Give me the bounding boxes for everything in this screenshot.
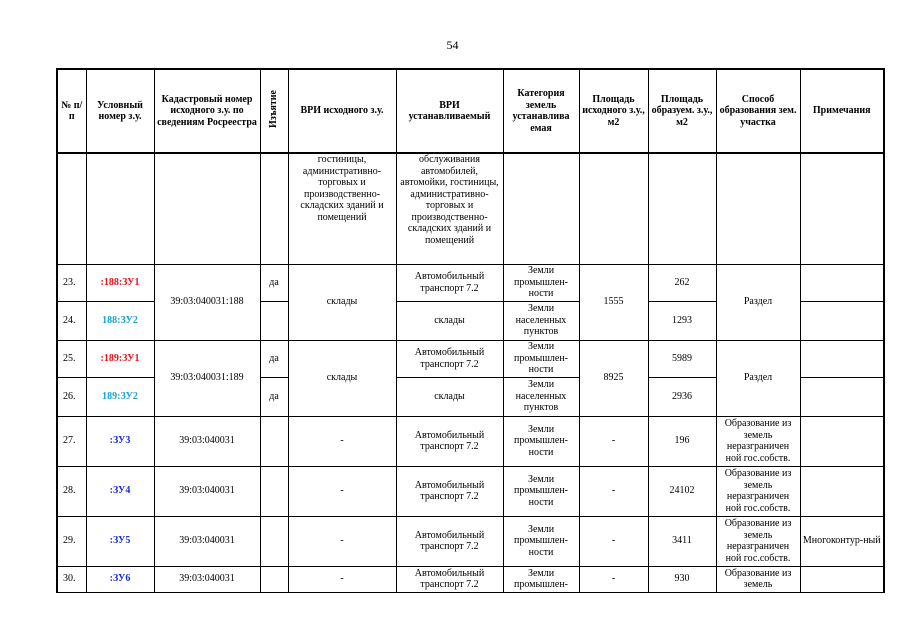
cell-izyat [260, 566, 288, 592]
cell-area-new: 5989 [648, 340, 716, 377]
header-withdrawal [260, 69, 288, 153]
cell-area-new: 262 [648, 264, 716, 301]
cell-category: Земли промышлен- [503, 566, 579, 592]
cell-area-source [579, 153, 648, 264]
cell-izyat [260, 301, 288, 340]
cell-area-new: 930 [648, 566, 716, 592]
cell-area-new: 3411 [648, 516, 716, 566]
header-cadastral-number: Кадастровый номер исходного з.у. по сведениям Росреестра [154, 69, 260, 153]
cell-note [800, 301, 884, 340]
cell-cond: :ЗУ4 [86, 466, 154, 516]
cell-izyat: да [260, 340, 288, 377]
cell-vri-new: Автомобильный транспорт 7.2 [396, 516, 503, 566]
cell-cond [86, 153, 154, 264]
cell-vri-new: склады [396, 377, 503, 416]
cell-vri-new: склады [396, 301, 503, 340]
cell-area-new: 196 [648, 416, 716, 466]
cell-cond: :189:ЗУ1 [86, 340, 154, 377]
cell-cond: :ЗУ5 [86, 516, 154, 566]
cell-category: Земли промышлен-ности [503, 416, 579, 466]
header-formation-method: Способ образования зем. участка [716, 69, 800, 153]
cell-vri-source: - [288, 466, 396, 516]
cell-category: Земли промышлен-ности [503, 466, 579, 516]
cell-num: 29. [57, 516, 86, 566]
cell-cad: 39:03:040031:188 [154, 264, 260, 340]
cell-vri-new: обслуживания автомобилей, автомойки, гостиницы, административно-торговых и производственно-складских зданий и помещений [396, 153, 503, 264]
cell-area-source: - [579, 566, 648, 592]
table-row [57, 516, 884, 566]
cell-method: Образование из земель [716, 566, 800, 592]
cell-vri-source: гостиницы, административно-торговых и производственно-складских зданий и помещений [288, 153, 396, 264]
cell-method: Образование из земель неразграничен ной гос.собств. [716, 516, 800, 566]
cell-cond: :188:ЗУ1 [86, 264, 154, 301]
cell-method: Образование из земель неразграничен ной гос.собств. [716, 466, 800, 516]
cell-category [503, 153, 579, 264]
cell-category: Земли населенных пунктов [503, 377, 579, 416]
cell-area-source: - [579, 516, 648, 566]
cell-note [800, 340, 884, 377]
cell-cond: 188:ЗУ2 [86, 301, 154, 340]
land-plots-table [56, 68, 885, 593]
cell-vri-source: склады [288, 264, 396, 340]
page-number: 54 [446, 38, 459, 52]
header-vri-source: ВРИ исходного з.у. [288, 69, 396, 153]
cell-cad: 39:03:040031 [154, 466, 260, 516]
cell-method: Раздел [716, 264, 800, 340]
cell-area-new: 1293 [648, 301, 716, 340]
table-row [57, 340, 884, 377]
cell-note [800, 153, 884, 264]
cell-category: Земли промышлен-ности [503, 340, 579, 377]
cell-vri-source: - [288, 516, 396, 566]
cell-izyat [260, 466, 288, 516]
cell-note: Многоконтур-ный [800, 516, 884, 566]
cell-note [800, 566, 884, 592]
cell-area-source: - [579, 466, 648, 516]
cell-num [57, 153, 86, 264]
header-withdrawal-label: Изъятие [268, 90, 280, 129]
cell-num: 24. [57, 301, 86, 340]
cell-vri-new: Автомобильный транспорт 7.2 [396, 416, 503, 466]
cell-vri-source: склады [288, 340, 396, 416]
cell-area-new: 2936 [648, 377, 716, 416]
cell-izyat [260, 153, 288, 264]
cell-area-new: 24102 [648, 466, 716, 516]
cell-note [800, 377, 884, 416]
cell-vri-new: Автомобильный транспорт 7.2 [396, 466, 503, 516]
cell-izyat [260, 416, 288, 466]
table-row [57, 264, 884, 301]
cell-note [800, 416, 884, 466]
cell-cad: 39:03:040031 [154, 416, 260, 466]
cell-vri-source: - [288, 566, 396, 592]
cell-note [800, 466, 884, 516]
cell-category: Земли населенных пунктов [503, 301, 579, 340]
cell-cad: 39:03:040031 [154, 516, 260, 566]
cell-category: Земли промышлен-ности [503, 264, 579, 301]
cell-area-source: 1555 [579, 264, 648, 340]
cell-izyat [260, 516, 288, 566]
cell-area-source: - [579, 416, 648, 466]
cell-cad: 39:03:040031:189 [154, 340, 260, 416]
cell-cad: 39:03:040031 [154, 566, 260, 592]
table-row [57, 416, 884, 466]
cell-method [716, 153, 800, 264]
header-conditional-number: Условный номер з.у. [86, 69, 154, 153]
header-row [57, 69, 884, 153]
cell-num: 26. [57, 377, 86, 416]
cell-cond: :ЗУ6 [86, 566, 154, 592]
cell-vri-new: Автомобильный транспорт 7.2 [396, 340, 503, 377]
table-row-continued [57, 153, 884, 264]
cell-category: Земли промышлен-ности [503, 516, 579, 566]
cell-method: Образование из земель неразграничен ной гос.собств. [716, 416, 800, 466]
table-row [57, 566, 884, 592]
cell-vri-new: Автомобильный транспорт 7.2 [396, 566, 503, 592]
cell-num: 30. [57, 566, 86, 592]
cell-method: Раздел [716, 340, 800, 416]
cell-note [800, 264, 884, 301]
header-area-new: Площадь образуем. з.у., м2 [648, 69, 716, 153]
cell-area-source: 8925 [579, 340, 648, 416]
cell-izyat: да [260, 377, 288, 416]
header-area-source: Площадь исходного з.у., м2 [579, 69, 648, 153]
cell-vri-new: Автомобильный транспорт 7.2 [396, 264, 503, 301]
header-vri-new: ВРИ устанавливаемый [396, 69, 503, 153]
table-row [57, 466, 884, 516]
cell-num: 28. [57, 466, 86, 516]
cell-num: 27. [57, 416, 86, 466]
cell-num: 25. [57, 340, 86, 377]
header-notes: Примечания [800, 69, 884, 153]
header-num: № п/п [57, 69, 86, 153]
cell-cond: 189:ЗУ2 [86, 377, 154, 416]
cell-izyat: да [260, 264, 288, 301]
header-land-category: Категория земель устанавлива емая [503, 69, 579, 153]
cell-cond: :ЗУ3 [86, 416, 154, 466]
cell-num: 23. [57, 264, 86, 301]
cell-vri-source: - [288, 416, 396, 466]
cell-cad [154, 153, 260, 264]
cell-area-new [648, 153, 716, 264]
